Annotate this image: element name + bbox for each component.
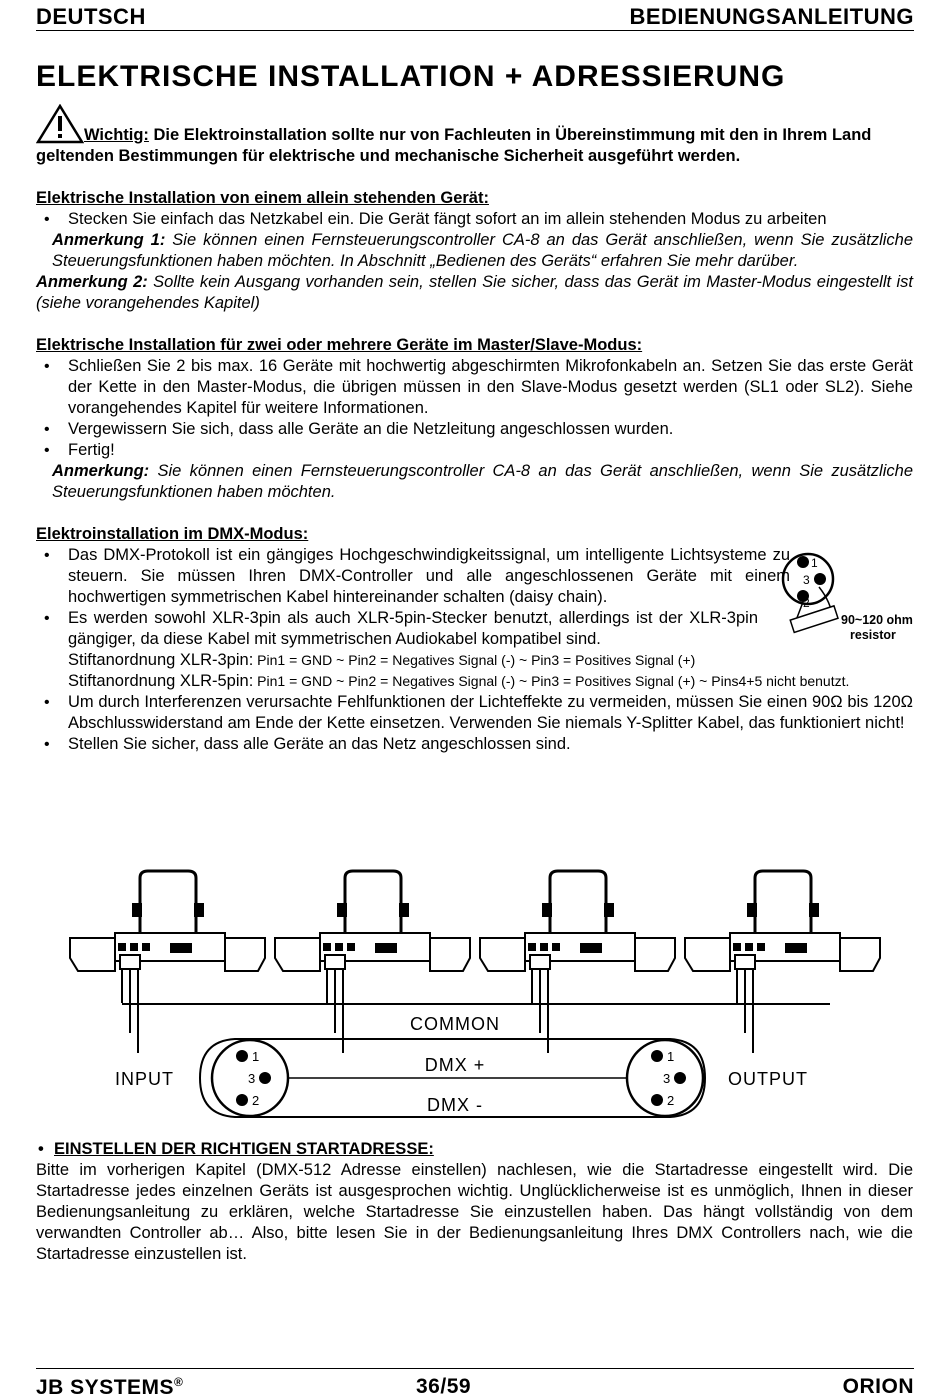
start-address-heading: • EINSTELLEN DER RICHTIGEN STARTADRESSE: bbox=[36, 1139, 913, 1160]
list-item: • Fertig! bbox=[36, 440, 913, 461]
common-label: COMMON bbox=[410, 1014, 500, 1034]
warning-triangle-icon bbox=[36, 104, 84, 144]
note-2 bbox=[36, 272, 913, 314]
note-master-slave bbox=[36, 461, 913, 503]
output-connector bbox=[627, 1040, 703, 1116]
footer-brand bbox=[36, 1375, 183, 1400]
dmx-minus-label: DMX - bbox=[427, 1095, 483, 1115]
section-master-slave-list bbox=[36, 356, 913, 461]
list-item: • Das DMX-Protokoll ist ein gängiges Hochgeschwindigkeitssignal, um intelligente Lichtsysteme zu steuern. Sie müssen Ihren DMX-Controller und alle angeschlossenen Geräte mit einem hochwertigen symmetrischen Kabel hintereinander schalten (daisy chain). bbox=[36, 545, 790, 608]
note-text: Sie können einen Fernsteuerungscontroller CA-8 an das Gerät anschließen, wenn Sie zusätzliche Steuerungsfunktionen haben möchten. bbox=[52, 462, 913, 501]
section-standalone-heading: Elektrische Installation von einem allein stehenden Gerät: bbox=[36, 189, 489, 207]
list-item: • Stecken Sie einfach das Netzkabel ein. Die Gerät fängt sofort an im allein stehenden Modus zu arbeiten bbox=[36, 209, 913, 230]
start-address-section bbox=[36, 1139, 913, 1265]
pin-text: Pin1 = GND ~ Pin2 = Negatives Signal (-) ~ Pin3 = Positives Signal (+) ~ Pins4+5 nicht benutzt. bbox=[253, 673, 850, 689]
output-label: OUTPUT bbox=[728, 1069, 808, 1089]
list-item: • Vergewissern Sie sich, dass alle Geräte an die Netzleitung angeschlossen wurden. bbox=[36, 419, 913, 440]
pin-label: Stiftanordnung XLR-3pin: bbox=[68, 651, 254, 669]
pin-number: 2 bbox=[252, 1093, 260, 1108]
list-item: • Stellen Sie sicher, dass alle Geräte an das Netz angeschlossen sind. bbox=[36, 734, 913, 755]
section-standalone-list bbox=[36, 209, 913, 230]
dmx-wiring-diagram bbox=[60, 863, 890, 1128]
pin-text: Pin1 = GND ~ Pin2 = Negatives Signal (-) ~ Pin3 = Positives Signal (+) bbox=[253, 652, 696, 668]
pin-number: 1 bbox=[252, 1049, 260, 1064]
pin-number: 1 bbox=[667, 1049, 675, 1064]
pin-number: 3 bbox=[248, 1071, 256, 1086]
pin-number: 3 bbox=[803, 573, 810, 587]
pin-number: 3 bbox=[663, 1071, 671, 1086]
pin-label: Stiftanordnung XLR-5pin: bbox=[68, 672, 254, 690]
brand-name: JB SYSTEMS bbox=[36, 1376, 175, 1399]
input-connector bbox=[212, 1040, 288, 1116]
resistor-label: 90~120 ohm bbox=[841, 613, 913, 627]
pin-number: 2 bbox=[667, 1093, 675, 1108]
input-label: INPUT bbox=[115, 1069, 174, 1089]
dmx-plus-label: DMX + bbox=[424, 1055, 486, 1075]
warning-paragraph bbox=[36, 104, 913, 167]
note-label: Anmerkung 1: bbox=[52, 231, 166, 249]
header-language: DEUTSCH bbox=[36, 4, 146, 29]
list-item-text: Um durch Interferenzen verursachte Fehlfunktionen der Lichteffekte zu vermeiden, müssen Sie einen bbox=[68, 693, 812, 711]
pin-assignment-3pin bbox=[36, 650, 913, 671]
page-header bbox=[36, 2, 914, 31]
note-label: Anmerkung: bbox=[52, 462, 150, 480]
dmx-block bbox=[36, 545, 913, 755]
start-address-text: Bitte im vorherigen Kapitel (DMX-512 Adresse einstellen) nachlesen, wie die Startadresse eingestellt wird. Die Startadresse jedes einzelnen Geräts ist ausgesprochen wichtig. Unglücklicherweise ist es unmöglich, Ihnen in dieser Bedienungsanleitung zu erklären, welche Startadresse Sie einzustellen haben. Das hängt vollständig von dem verwandten Controller ab… Also, bitte lesen Sie in der Bedienungsanleitung Ihres DMX Controllers nach, wie die Startadresse einzustellen ist. bbox=[36, 1161, 913, 1263]
warning-text: Die Elektroinstallation sollte nur von Fachleuten in Übereinstimmung mit den in Ihrem Land geltenden Bestimmungen für elektrische und mechanische Sicherheit ausgeführt werden. bbox=[36, 126, 872, 165]
registered-mark: ® bbox=[174, 1375, 184, 1389]
note-text: Sollte kein Ausgang vorhanden sein, stellen Sie sicher, dass das Gerät im Master-Modus eingestellt ist (siehe vorangehendes Kapitel) bbox=[36, 273, 913, 312]
fixture-icon bbox=[480, 871, 675, 1053]
list-item-text: Kabel, das funktioniert nicht! bbox=[692, 714, 905, 732]
header-doc-type: BEDIENUNGSANLEITUNG bbox=[629, 4, 914, 29]
pin-number: 2 bbox=[803, 596, 810, 610]
main-content bbox=[36, 60, 913, 755]
list-item: • Schließen Sie 2 bis max. 16 Geräte mit hochwertig abgeschirmten Mikrofonkabeln an. Setzen Sie das erste Gerät der Kette in den Master-Modus, die übrigen müssen in den Slave-Modus gesetzt werden (SL1 oder SL2). Siehe vorangehendes Kapitel für weitere Informationen. bbox=[36, 356, 913, 419]
resistor-label: resistor bbox=[850, 628, 896, 642]
warning-label: Wichtig: bbox=[84, 126, 149, 144]
footer-product: ORION bbox=[842, 1375, 914, 1398]
page-footer bbox=[36, 1368, 914, 1398]
page-title: ELEKTRISCHE INSTALLATION + ADRESSIERUNG bbox=[36, 60, 786, 93]
section-dmx-list-2 bbox=[36, 692, 913, 755]
section-master-slave-heading: Elektrische Installation für zwei oder mehrere Geräte im Master/Slave-Modus: bbox=[36, 336, 643, 354]
pin-assignment-5pin bbox=[36, 671, 913, 692]
list-item-text: • Es werden sowohl XLR-3pin als auch XLR-5pin-Stecker benutzt, allerdings ist der XLR-3pin gängiger, da diese Kabel mit symmetrischen Audiokabel kompatibel sind. bbox=[68, 609, 758, 648]
note-1 bbox=[36, 230, 913, 272]
page-number: 36/59 bbox=[416, 1375, 472, 1398]
section-dmx-list bbox=[36, 545, 913, 650]
list-item bbox=[36, 692, 913, 734]
fixture-icon bbox=[685, 871, 880, 1053]
section-dmx-heading: Elektroinstallation im DMX-Modus: bbox=[36, 525, 309, 543]
fixture-icon bbox=[70, 871, 265, 1053]
list-item bbox=[36, 608, 913, 650]
note-text: Sie können einen Fernsteuerungscontroller CA-8 an das Gerät anschließen, wenn Sie zusätzliche Steuerungsfunktionen haben möchten. In Abschnitt „Bedienen des Geräts“ erfahren Sie mehr darüber. bbox=[52, 231, 914, 270]
list-item-text: 90Ω bis 120Ω Abschlusswiderstand am Ende der Kette einsetzen. Verwenden Sie niemals Y-Splitter bbox=[68, 693, 913, 732]
note-label: Anmerkung 2: bbox=[36, 273, 148, 291]
pin-number: 1 bbox=[811, 556, 818, 570]
